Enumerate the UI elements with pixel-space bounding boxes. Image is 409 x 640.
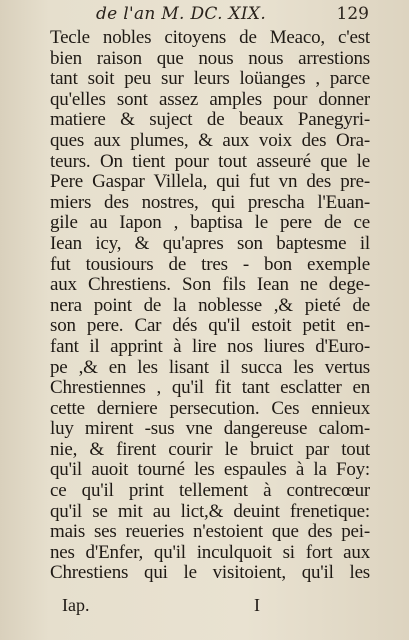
text-line: Chrestiennes , qu'il fit tant esclatter en: [50, 378, 370, 399]
text-line: qu'il se mit au lict,& deuint frenetique:: [50, 501, 370, 522]
text-line: teurs. On tient pour tout asseuré que le: [50, 151, 370, 172]
running-head: de l'an M. DC. XIX.: [96, 4, 267, 24]
text-line: Chrestiens qui le visitoient, qu'il les: [50, 563, 370, 584]
text-line: nes d'Enfer, qu'il inculquoit si fort aux: [50, 542, 370, 563]
text-line: Pere Gaspar Villela, qui fut vn des pre-: [50, 172, 370, 193]
text-line: ce qu'il print tellement à contrecœur: [50, 481, 370, 502]
text-line: ques aux plumes, & aux voix des Ora-: [50, 130, 370, 151]
page-header: [0, 4, 409, 26]
text-line: nera point de la noblesse ,& pieté de: [50, 295, 370, 316]
text-line: Tecle nobles citoyens de Meaco, c'est: [50, 28, 370, 48]
text-line: aux Chrestiens. Son fils Iean ne dege-: [50, 275, 370, 296]
text-line: nie, & firent courir le bruict par tout: [50, 439, 370, 460]
text-line: pe ,& en les lisant il succa les vertus: [50, 357, 370, 378]
text-line: luy mirent -sus vne dangereuse calom-: [50, 419, 370, 440]
text-line: fant il apprint à lire nos liures d'Euro-: [50, 336, 370, 357]
text-line: qu'il auoit tourné les espaules à la Foy:: [50, 460, 370, 481]
body-text: [50, 28, 370, 584]
text-line: cette derniere persecution. Ces ennieux: [50, 398, 370, 419]
text-line: gile au Iapon , baptisa le pere de ce: [50, 213, 370, 234]
page-number: 129: [336, 4, 369, 24]
signature-mark: Iap.: [62, 595, 90, 615]
text-line: fut tousiours de tres - bon exemple: [50, 254, 370, 275]
text-line: tant soit peu sur leurs loüanges , parce: [50, 69, 370, 90]
page-footer: [0, 595, 409, 619]
text-line: Iean icy, & qu'apres son baptesme il: [50, 233, 370, 254]
text-line: mais ses reueries n'estoient que des pei-: [50, 522, 370, 543]
text-line: miers des nostres, qui prescha l'Euan-: [50, 192, 370, 213]
catchword: I: [254, 595, 260, 615]
text-line: matiere & suject de beaux Panegyri-: [50, 110, 370, 131]
text-line: bien raison que nous nous arrestions: [50, 48, 370, 69]
text-line: qu'elles sont assez amples pour donner: [50, 89, 370, 110]
text-line: son pere. Car dés qu'il estoit petit en-: [50, 316, 370, 337]
